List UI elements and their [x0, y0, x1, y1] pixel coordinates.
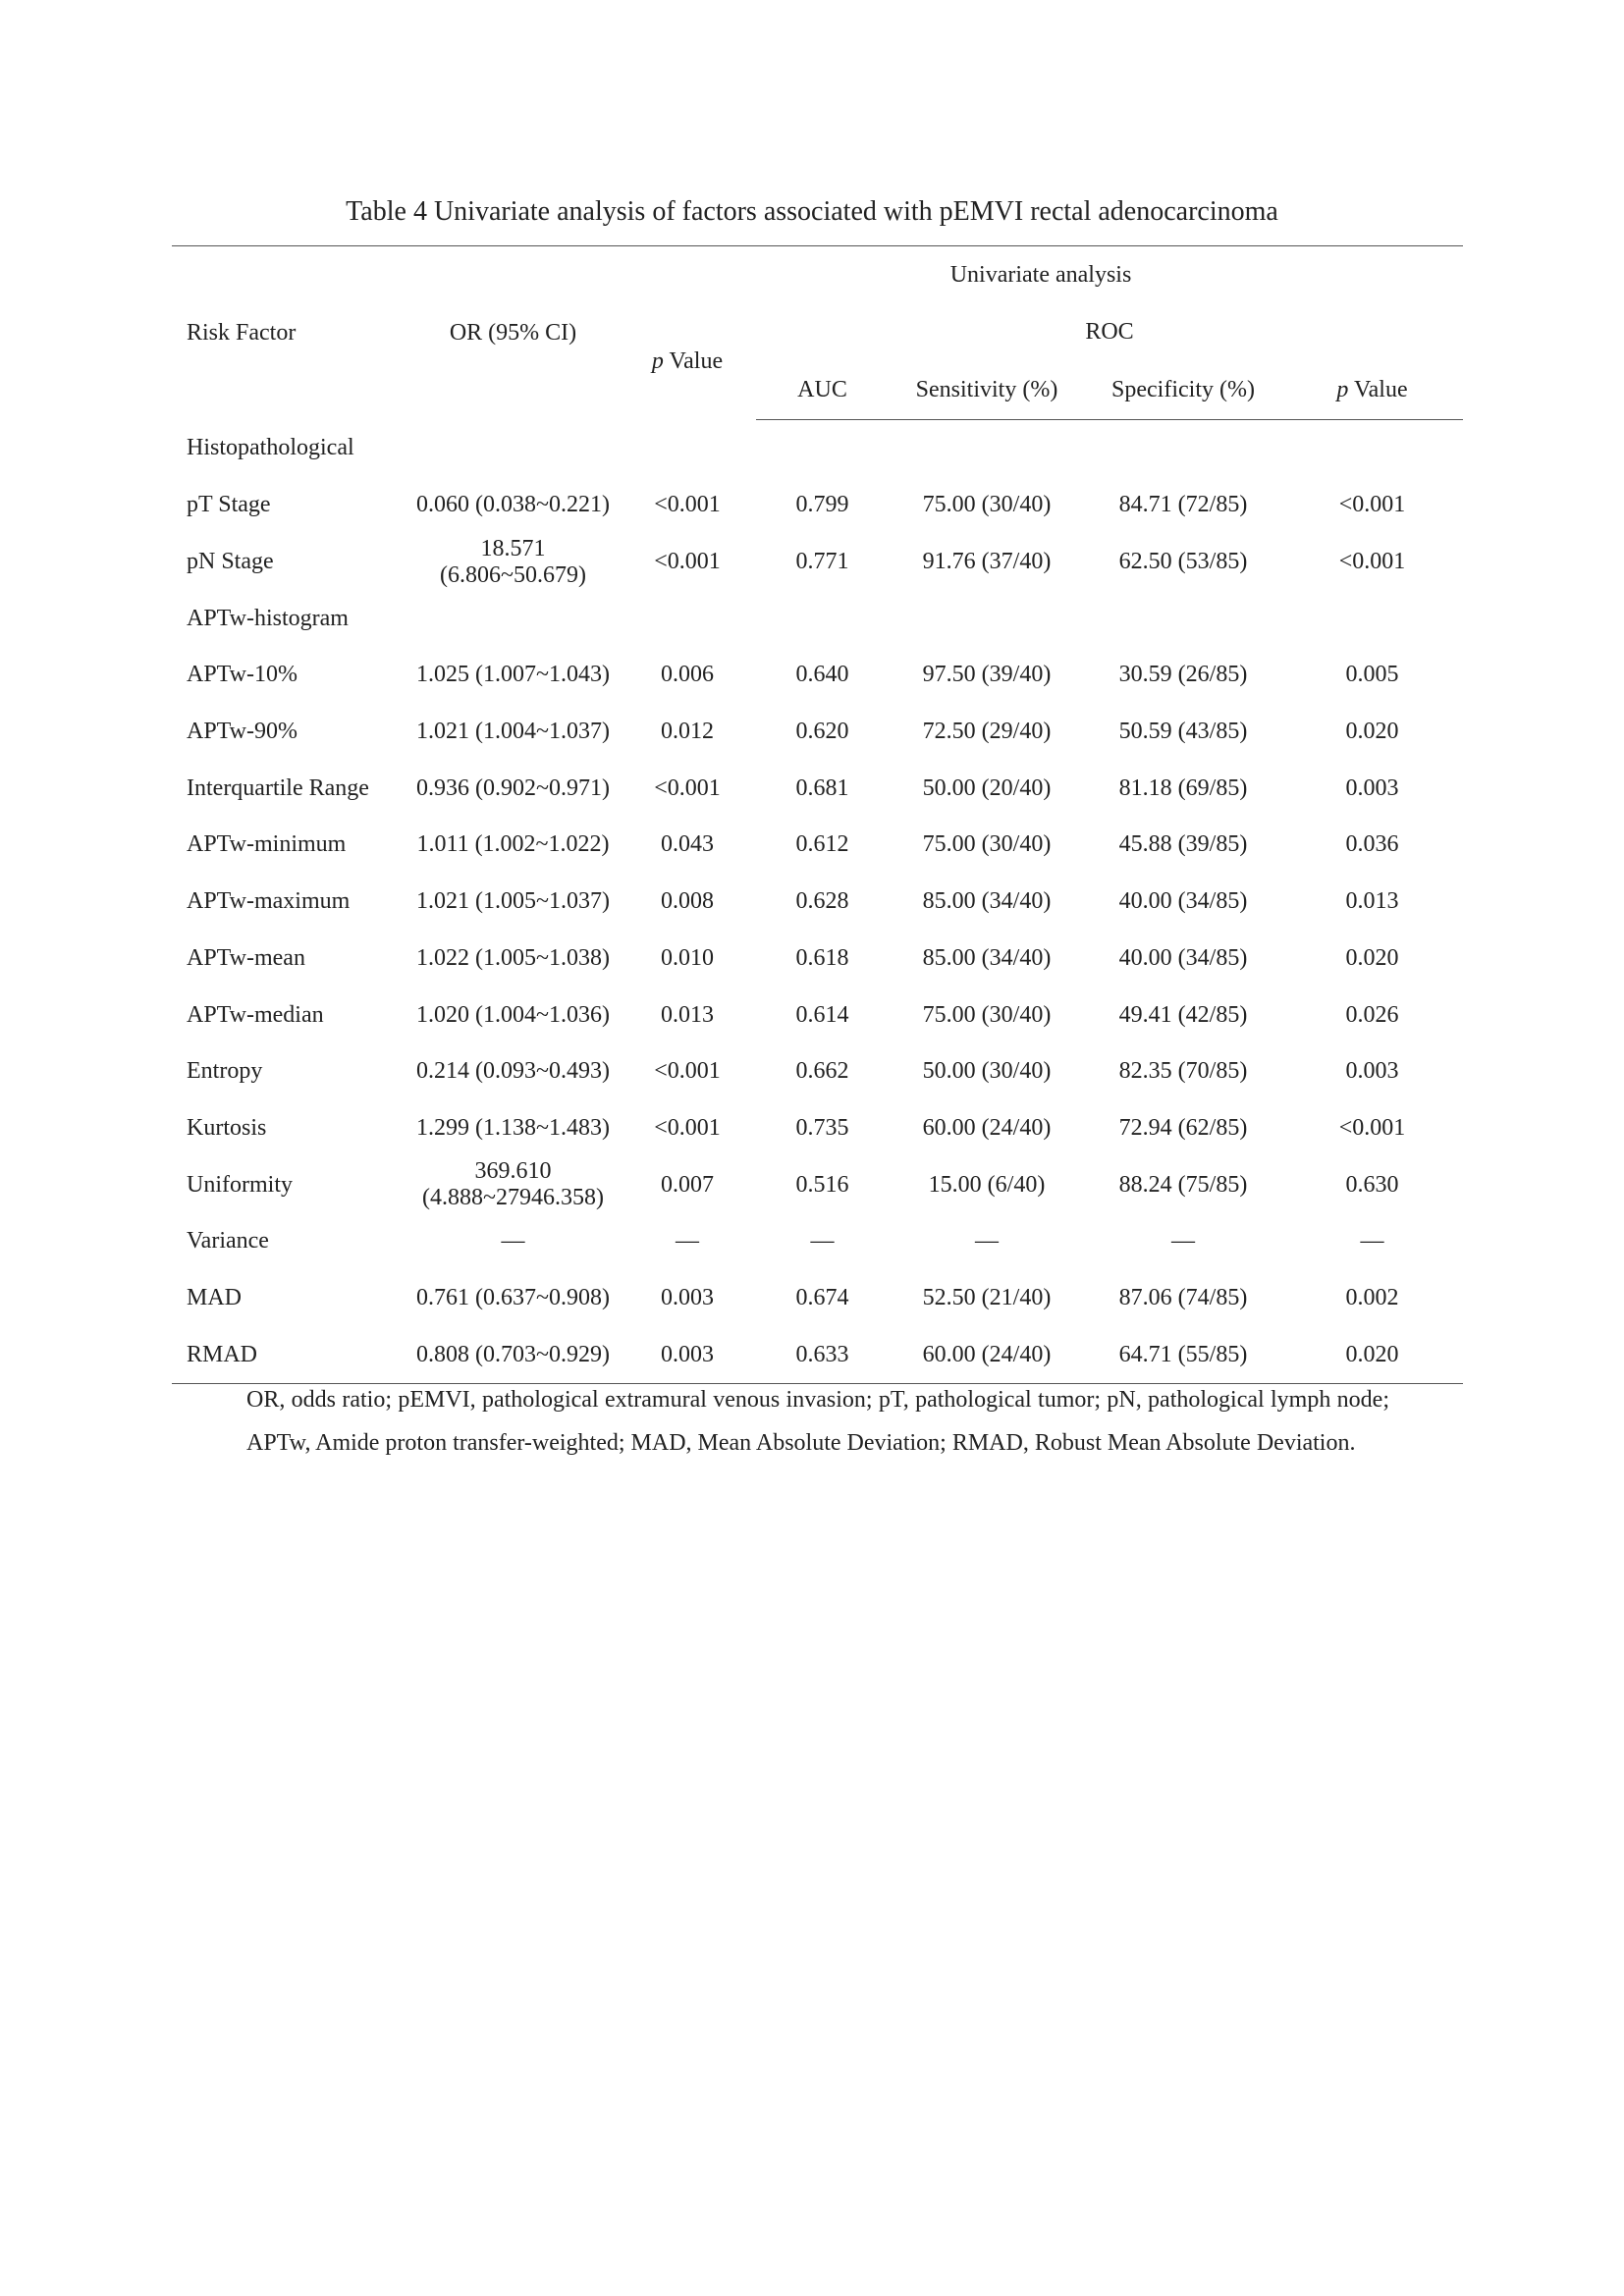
or-ci-cell: —: [501, 1228, 525, 1255]
risk-factor-cell: APTw-histogram: [187, 605, 349, 631]
header-specificity: Specificity (%): [1085, 360, 1281, 420]
auc-cell: —: [810, 1228, 835, 1255]
table-row: [172, 1326, 1463, 1383]
results-table-container: [172, 245, 1463, 1384]
table-row: [172, 760, 1463, 817]
auc-cell: [756, 590, 889, 647]
or-ci-cell: 0.936 (0.902~0.971): [416, 774, 610, 801]
or-ci-cell: 1.011 (1.002~1.022): [416, 831, 610, 858]
auc-cell: 0.662: [795, 1058, 849, 1085]
sensitivity-cell: 50.00 (30/40): [922, 1058, 1052, 1085]
roc-p-value-cell: [1281, 590, 1463, 647]
or-ci-cell: 0.808 (0.703~0.929): [407, 1326, 619, 1383]
or-ci-line-2: (4.888~27946.358): [422, 1185, 604, 1211]
table-body: [172, 420, 1463, 1384]
auc-cell: 0.612: [795, 831, 849, 858]
sensitivity-cell: 52.50 (21/40): [922, 1284, 1052, 1310]
roc-p-value-cell: 0.026: [1345, 1001, 1399, 1028]
risk-factor-cell: Histopathological: [187, 435, 354, 461]
roc-p-value-cell: 0.020: [1345, 719, 1399, 745]
or-ci-cell: 18.571 (6.806~50.679): [440, 535, 586, 588]
p-value-cell: 0.010: [661, 944, 714, 971]
p-value-cell: <0.001: [654, 549, 721, 575]
or-ci-cell: [407, 420, 619, 478]
specificity-cell: 84.71 (72/85): [1118, 492, 1248, 518]
roc-p-value-cell: [1281, 420, 1463, 478]
or-ci-cell: 0.214 (0.093~0.493): [416, 1058, 610, 1085]
roc-p-value-cell: 0.013: [1345, 888, 1399, 915]
risk-factor-cell: APTw-minimum: [187, 831, 347, 858]
table-title: Table 4 Univariate analysis of factors associated with pEMVI rectal adenocarcinoma: [346, 196, 1278, 227]
auc-cell: 0.799: [795, 492, 849, 518]
roc-p-value-cell: 0.020: [1281, 1326, 1463, 1383]
auc-cell: 0.620: [795, 719, 849, 745]
specificity-cell: 40.00 (34/85): [1118, 888, 1248, 915]
or-ci-cell: 1.020 (1.004~1.036): [416, 1001, 610, 1028]
specificity-cell: 81.18 (69/85): [1118, 774, 1248, 801]
sensitivity-cell: 75.00 (30/40): [922, 1001, 1052, 1028]
table-row: [172, 817, 1463, 874]
p-value-cell: 0.043: [661, 831, 714, 858]
sensitivity-cell: [889, 420, 1085, 478]
roc-p-value-cell: 0.005: [1345, 662, 1399, 688]
or-ci-cell: 1.021 (1.004~1.037): [416, 719, 610, 745]
table-row: [172, 534, 1463, 591]
or-ci-cell: 1.025 (1.007~1.043): [416, 662, 610, 688]
risk-factor-cell: RMAD: [172, 1326, 407, 1383]
sensitivity-cell: 85.00 (34/40): [922, 944, 1052, 971]
sensitivity-cell: 72.50 (29/40): [922, 719, 1052, 745]
auc-cell: 0.640: [795, 662, 849, 688]
auc-cell: 0.614: [795, 1001, 849, 1028]
header-p-value: p Value: [651, 347, 724, 374]
risk-factor-cell: APTw-10%: [187, 662, 298, 688]
risk-factor-cell: Variance: [187, 1228, 269, 1255]
table-row: [172, 874, 1463, 931]
risk-factor-cell: Kurtosis: [187, 1114, 267, 1141]
table-footnote: OR, odds ratio; pEMVI, pathological extramural venous invasion; pT, pathological tumor; pN, pathological lymph node; APTw, Amide proton transfer-weighted; MAD, Mean Absolute Deviation; RMAD, Robust Mean Absolute Deviation.: [246, 1387, 1389, 1456]
table-header: [172, 246, 1463, 420]
sensitivity-cell: 97.50 (39/40): [922, 662, 1052, 688]
roc-p-value-cell: —: [1360, 1228, 1384, 1255]
p-value-cell: [619, 420, 756, 478]
sensitivity-cell: 75.00 (30/40): [922, 492, 1052, 518]
risk-factor-cell: APTw-mean: [187, 944, 305, 971]
table-row: [172, 1043, 1463, 1100]
table-row: [172, 590, 1463, 647]
specificity-cell: 30.59 (26/85): [1118, 662, 1248, 688]
or-ci-cell: 1.021 (1.005~1.037): [416, 888, 610, 915]
header-roc: ROC: [1085, 318, 1134, 345]
sensitivity-cell: 60.00 (24/40): [922, 1114, 1052, 1141]
sensitivity-cell: 50.00 (20/40): [922, 774, 1052, 801]
roc-p-value-cell: 0.630: [1345, 1171, 1399, 1198]
risk-factor-cell: Interquartile Range: [187, 774, 369, 801]
risk-factor-cell: Entropy: [187, 1058, 263, 1085]
or-ci-cell: 1.299 (1.138~1.483): [416, 1114, 610, 1141]
or-ci-line-1: 369.610: [474, 1158, 552, 1185]
auc-cell: 0.674: [795, 1284, 849, 1310]
p-value-cell: 0.003: [661, 1284, 714, 1310]
p-value-cell: <0.001: [654, 492, 721, 518]
risk-factor-cell: APTw-maximum: [187, 888, 351, 915]
risk-factor-cell: Uniformity: [187, 1171, 293, 1198]
risk-factor-cell: pT Stage: [187, 492, 271, 518]
p-value-cell: 0.012: [661, 719, 714, 745]
roc-p-value-cell: <0.001: [1338, 1114, 1406, 1141]
auc-cell: 0.681: [795, 774, 849, 801]
header-or-ci: OR (95% CI): [449, 319, 577, 346]
roc-p-value-cell: <0.001: [1338, 549, 1406, 575]
specificity-cell: 88.24 (75/85): [1118, 1171, 1248, 1198]
roc-p-value-cell: <0.001: [1338, 492, 1406, 518]
risk-factor-cell: pN Stage: [187, 549, 274, 575]
roc-p-value-cell: 0.003: [1345, 1058, 1399, 1085]
sensitivity-cell: 91.76 (37/40): [922, 549, 1052, 575]
auc-cell: 0.633: [756, 1326, 889, 1383]
specificity-cell: 49.41 (42/85): [1118, 1001, 1248, 1028]
auc-cell: [756, 420, 889, 478]
or-ci-cell: [407, 1156, 619, 1213]
specificity-cell: 82.35 (70/85): [1118, 1058, 1248, 1085]
p-value-cell: <0.001: [654, 1058, 721, 1085]
header-sensitivity: Sensitivity (%): [889, 360, 1085, 420]
specificity-cell: [1085, 420, 1281, 478]
table-row: [172, 647, 1463, 704]
header-risk-factor: Risk Factor: [187, 319, 297, 346]
table-row: [172, 1213, 1463, 1270]
table-row: [172, 704, 1463, 761]
specificity-cell: [1085, 590, 1281, 647]
specificity-cell: 87.06 (74/85): [1118, 1284, 1248, 1310]
p-value-cell: 0.013: [661, 1001, 714, 1028]
p-value-cell: 0.006: [661, 662, 714, 688]
auc-cell: 0.618: [795, 944, 849, 971]
p-value-cell: <0.001: [654, 774, 721, 801]
or-ci-cell: 1.022 (1.005~1.038): [416, 944, 610, 971]
p-value-cell: —: [676, 1228, 699, 1255]
p-value-cell: [619, 590, 756, 647]
specificity-cell: 64.71 (55/85): [1085, 1326, 1281, 1383]
sensitivity-cell: 60.00 (24/40): [889, 1326, 1085, 1383]
risk-factor-cell: MAD: [187, 1284, 243, 1310]
results-table: [172, 245, 1463, 1384]
specificity-cell: —: [1171, 1228, 1195, 1255]
p-value-cell: 0.003: [619, 1326, 756, 1383]
table-row: [172, 1270, 1463, 1327]
sensitivity-cell: 85.00 (34/40): [922, 888, 1052, 915]
sensitivity-cell: 15.00 (6/40): [928, 1171, 1046, 1198]
p-value-cell: <0.001: [654, 1114, 721, 1141]
table-row: [172, 477, 1463, 534]
or-ci-cell: 0.761 (0.637~0.908): [416, 1284, 610, 1310]
specificity-cell: 72.94 (62/85): [1118, 1114, 1248, 1141]
roc-p-value-cell: 0.003: [1345, 774, 1399, 801]
auc-cell: 0.628: [795, 888, 849, 915]
table-row: [172, 1156, 1463, 1213]
specificity-cell: 62.50 (53/85): [1118, 549, 1248, 575]
table-row: [172, 420, 1463, 478]
specificity-cell: 50.59 (43/85): [1118, 719, 1248, 745]
roc-p-value-cell: 0.036: [1345, 831, 1399, 858]
sensitivity-cell: 75.00 (30/40): [922, 831, 1052, 858]
p-value-cell: 0.007: [661, 1171, 714, 1198]
roc-p-value-cell: 0.020: [1345, 944, 1399, 971]
header-univariate: Univariate analysis: [949, 261, 1132, 288]
specificity-cell: 45.88 (39/85): [1118, 831, 1248, 858]
table-row: [172, 1100, 1463, 1157]
risk-factor-cell: APTw-median: [187, 1001, 324, 1028]
header-roc-p-value: p Value: [1281, 360, 1463, 420]
header-auc: AUC: [756, 360, 889, 420]
risk-factor-cell: APTw-90%: [187, 719, 298, 745]
auc-cell: 0.735: [795, 1114, 849, 1141]
roc-p-value-cell: 0.002: [1345, 1284, 1399, 1310]
table-row: [172, 931, 1463, 988]
specificity-cell: 40.00 (34/85): [1118, 944, 1248, 971]
sensitivity-cell: [889, 590, 1085, 647]
auc-cell: 0.771: [795, 549, 849, 575]
sensitivity-cell: —: [975, 1228, 999, 1255]
table-row: [172, 987, 1463, 1043]
or-ci-cell: [407, 590, 619, 647]
p-value-cell: 0.008: [661, 888, 714, 915]
auc-cell: 0.516: [795, 1171, 849, 1198]
or-ci-cell: 0.060 (0.038~0.221): [416, 492, 610, 518]
